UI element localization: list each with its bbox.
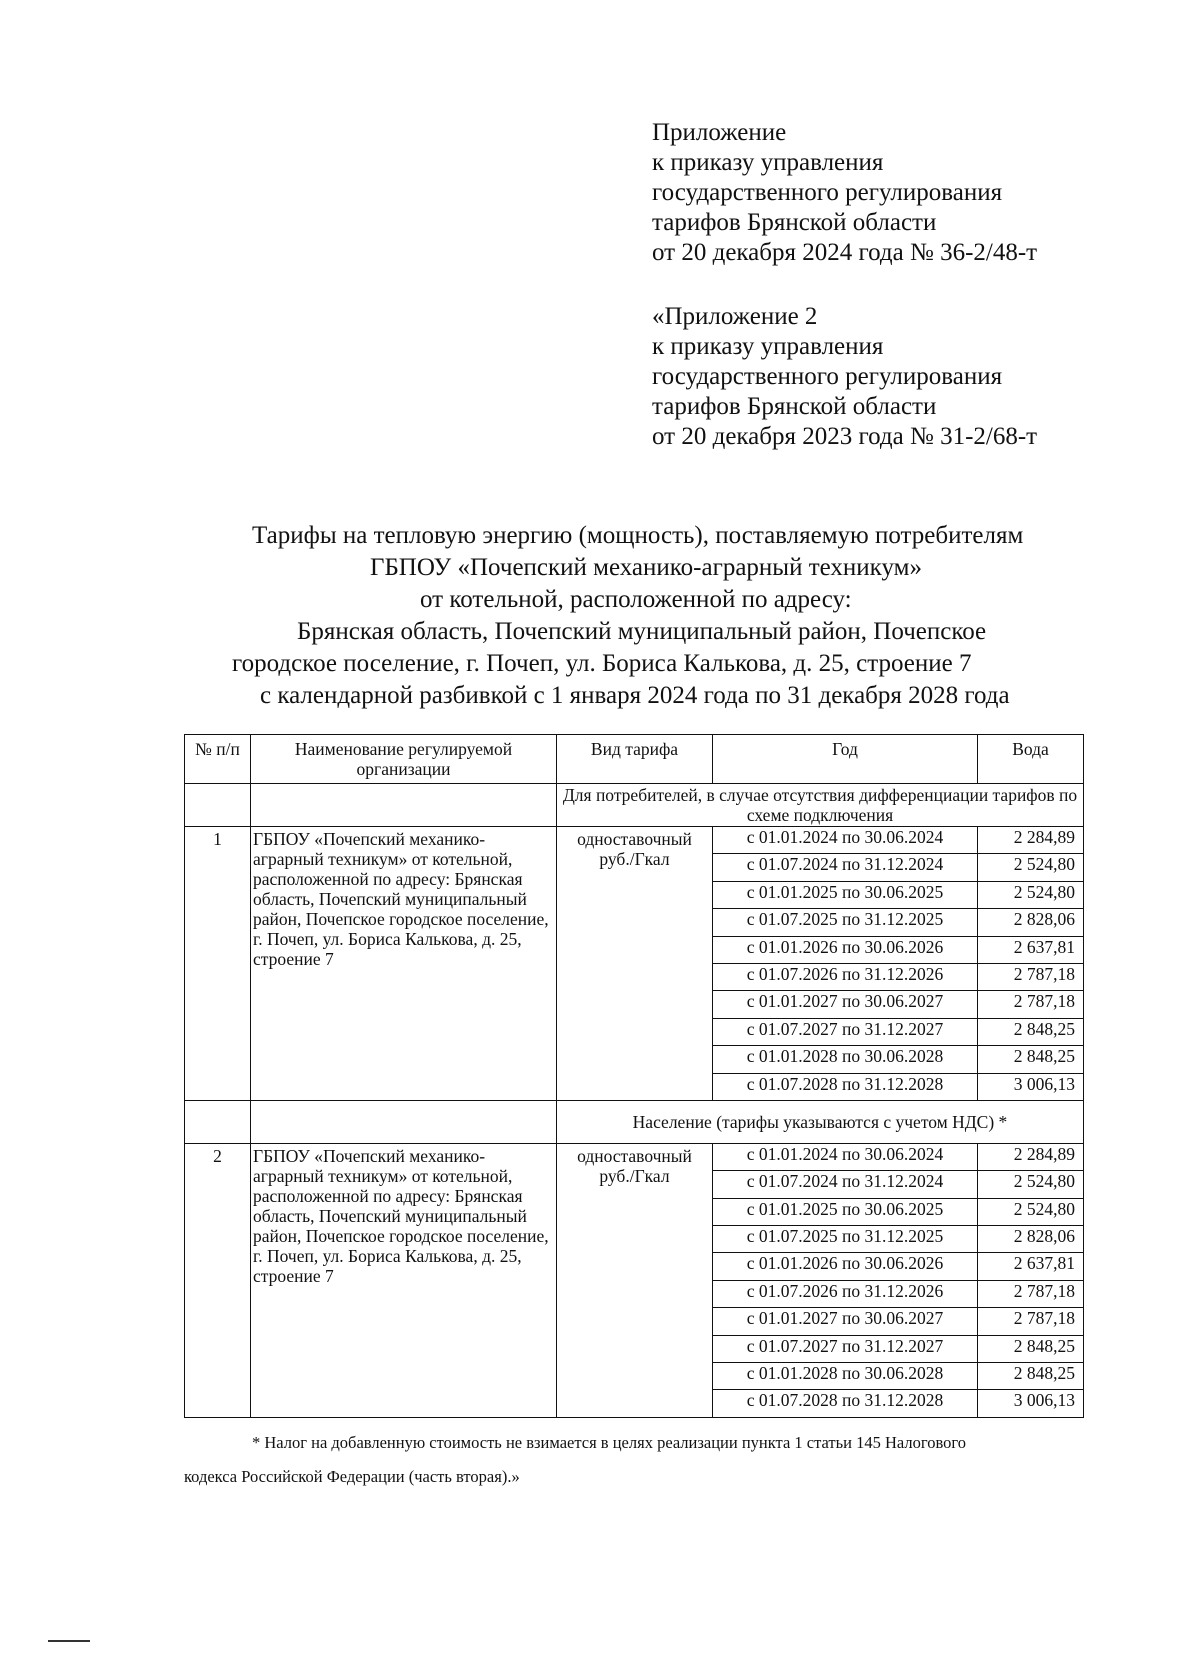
water-value-cell: 2 787,18 xyxy=(978,1280,1084,1307)
appendix-line: тарифов Брянской области xyxy=(652,209,937,236)
water-value-cell: 2 637,81 xyxy=(978,936,1084,963)
water-value-cell: 2 284,89 xyxy=(978,1143,1084,1170)
water-value-cell: 2 284,89 xyxy=(978,827,1084,854)
title-line: Тарифы на тепловую энергию (мощность), поставляемую потребителям xyxy=(252,522,1024,549)
appendix-line: Приложение xyxy=(652,119,787,146)
period-cell: с 01.01.2028 по 30.06.2028 xyxy=(713,1046,978,1073)
period-cell: с 01.01.2024 по 30.06.2024 xyxy=(713,1143,978,1170)
period-cell: с 01.07.2024 по 31.12.2024 xyxy=(713,1171,978,1198)
appendix-header xyxy=(652,118,1037,268)
water-value-cell: 2 524,80 xyxy=(978,1171,1084,1198)
period-cell: с 01.07.2028 по 31.12.2028 xyxy=(713,1390,978,1417)
appendix-2-header xyxy=(652,302,1037,452)
period-cell: с 01.01.2025 по 30.06.2025 xyxy=(713,881,978,908)
period-cell: с 01.07.2024 по 31.12.2024 xyxy=(713,854,978,881)
appendix-line: государственного регулирования xyxy=(652,179,1003,206)
header-org: Наименование регулируемой организации xyxy=(251,735,557,784)
footnote-line: кодекса Российской Федерации (часть вторая).» xyxy=(184,1467,520,1486)
period-cell: с 01.01.2027 по 30.06.2027 xyxy=(713,1308,978,1335)
tariff-table xyxy=(184,734,1084,1418)
section-caption: Для потребителей, в случае отсутствия дифференциации тарифов по схеме подключения xyxy=(557,784,1084,827)
period-cell: с 01.07.2026 по 31.12.2026 xyxy=(713,1280,978,1307)
footnote xyxy=(184,1426,1084,1494)
period-cell: с 01.01.2026 по 30.06.2026 xyxy=(713,936,978,963)
organization-name: ГБПОУ «Почепский механико-аграрный техникум» от котельной, расположенной по адресу: Брянская область, Почепский муниципальный район, Почепское городское поселение, г. Почеп, ул. Бориса Калькова, д. 25, строение 7 xyxy=(251,1143,557,1417)
appendix-line: тарифов Брянской области xyxy=(652,393,937,420)
header-num: № п/п xyxy=(185,735,251,784)
title-line: ГБПОУ «Почепский механико-аграрный техникум» xyxy=(370,554,922,581)
period-cell: с 01.01.2027 по 30.06.2027 xyxy=(713,991,978,1018)
header-water: Вода xyxy=(978,735,1084,784)
row-number: 1 xyxy=(185,827,251,1101)
water-value-cell: 2 524,80 xyxy=(978,854,1084,881)
period-cell: с 01.01.2024 по 30.06.2024 xyxy=(713,827,978,854)
water-value-cell: 2 848,25 xyxy=(978,1046,1084,1073)
table-body xyxy=(185,784,1084,1418)
period-cell: с 01.07.2027 по 31.12.2027 xyxy=(713,1335,978,1362)
footnote-line: * Налог на добавленную стоимость не взимается в целях реализации пункта 1 статьи 145 Налогового xyxy=(252,1433,966,1452)
scan-mark xyxy=(48,1640,90,1642)
period-cell: с 01.07.2025 по 31.12.2025 xyxy=(713,909,978,936)
period-cell: с 01.07.2028 по 31.12.2028 xyxy=(713,1073,978,1100)
water-value-cell: 2 848,25 xyxy=(978,1335,1084,1362)
appendix-line: от 20 декабря 2023 года № 31-2/68-т xyxy=(652,423,1038,450)
period-cell: с 01.07.2027 по 31.12.2027 xyxy=(713,1018,978,1045)
empty-cell xyxy=(251,784,557,827)
appendix-line: «Приложение 2 xyxy=(652,303,818,330)
tariff-kind: одноставочный руб./Гкал xyxy=(557,827,713,1101)
water-value-cell: 2 637,81 xyxy=(978,1253,1084,1280)
period-cell: с 01.07.2026 по 31.12.2026 xyxy=(713,963,978,990)
table-header-row xyxy=(185,735,1084,784)
tariff-kind: одноставочный руб./Гкал xyxy=(557,1143,713,1417)
appendix-line: к приказу управления xyxy=(652,333,884,360)
water-value-cell: 2 848,25 xyxy=(978,1363,1084,1390)
table-row xyxy=(185,1143,1084,1170)
water-value-cell: 2 828,06 xyxy=(978,1226,1084,1253)
water-value-cell: 2 787,18 xyxy=(978,991,1084,1018)
section-caption-row xyxy=(185,784,1084,827)
period-cell: с 01.01.2028 по 30.06.2028 xyxy=(713,1363,978,1390)
organization-name: ГБПОУ «Почепский механико-аграрный техникум» от котельной, расположенной по адресу: Брянская область, Почепский муниципальный район, Почепское городское поселение, г. Почеп, ул. Бориса Калькова, д. 25, строение 7 xyxy=(251,827,557,1101)
title-line: городское поселение, г. Почеп, ул. Бориса Калькова, д. 25, строение 7 xyxy=(232,650,972,677)
row-number: 2 xyxy=(185,1143,251,1417)
period-cell: с 01.01.2025 по 30.06.2025 xyxy=(713,1198,978,1225)
water-value-cell: 3 006,13 xyxy=(978,1073,1084,1100)
water-value-cell: 2 524,80 xyxy=(978,1198,1084,1225)
header-year: Год xyxy=(713,735,978,784)
water-value-cell: 2 787,18 xyxy=(978,963,1084,990)
section-caption-row xyxy=(185,1100,1084,1143)
title-line: Брянская область, Почепский муниципальный район, Почепское xyxy=(297,618,987,645)
empty-cell xyxy=(251,1100,557,1143)
title-line: от котельной, расположенной по адресу: xyxy=(420,586,852,613)
water-value-cell: 2 848,25 xyxy=(978,1018,1084,1045)
period-cell: с 01.01.2026 по 30.06.2026 xyxy=(713,1253,978,1280)
header-kind: Вид тарифа xyxy=(557,735,713,784)
section-caption: Население (тарифы указываются с учетом НДС) * xyxy=(557,1100,1084,1143)
water-value-cell: 2 828,06 xyxy=(978,909,1084,936)
empty-cell xyxy=(185,1100,251,1143)
appendix-line: от 20 декабря 2024 года № 36-2/48-т xyxy=(652,239,1038,266)
title-line: с календарной разбивкой с 1 января 2024 года по 31 декабря 2028 года xyxy=(260,682,1010,709)
appendix-line: к приказу управления xyxy=(652,149,884,176)
table-row xyxy=(185,827,1084,854)
water-value-cell: 3 006,13 xyxy=(978,1390,1084,1417)
period-cell: с 01.07.2025 по 31.12.2025 xyxy=(713,1226,978,1253)
appendix-line: государственного регулирования xyxy=(652,363,1003,390)
water-value-cell: 2 787,18 xyxy=(978,1308,1084,1335)
water-value-cell: 2 524,80 xyxy=(978,881,1084,908)
empty-cell xyxy=(185,784,251,827)
